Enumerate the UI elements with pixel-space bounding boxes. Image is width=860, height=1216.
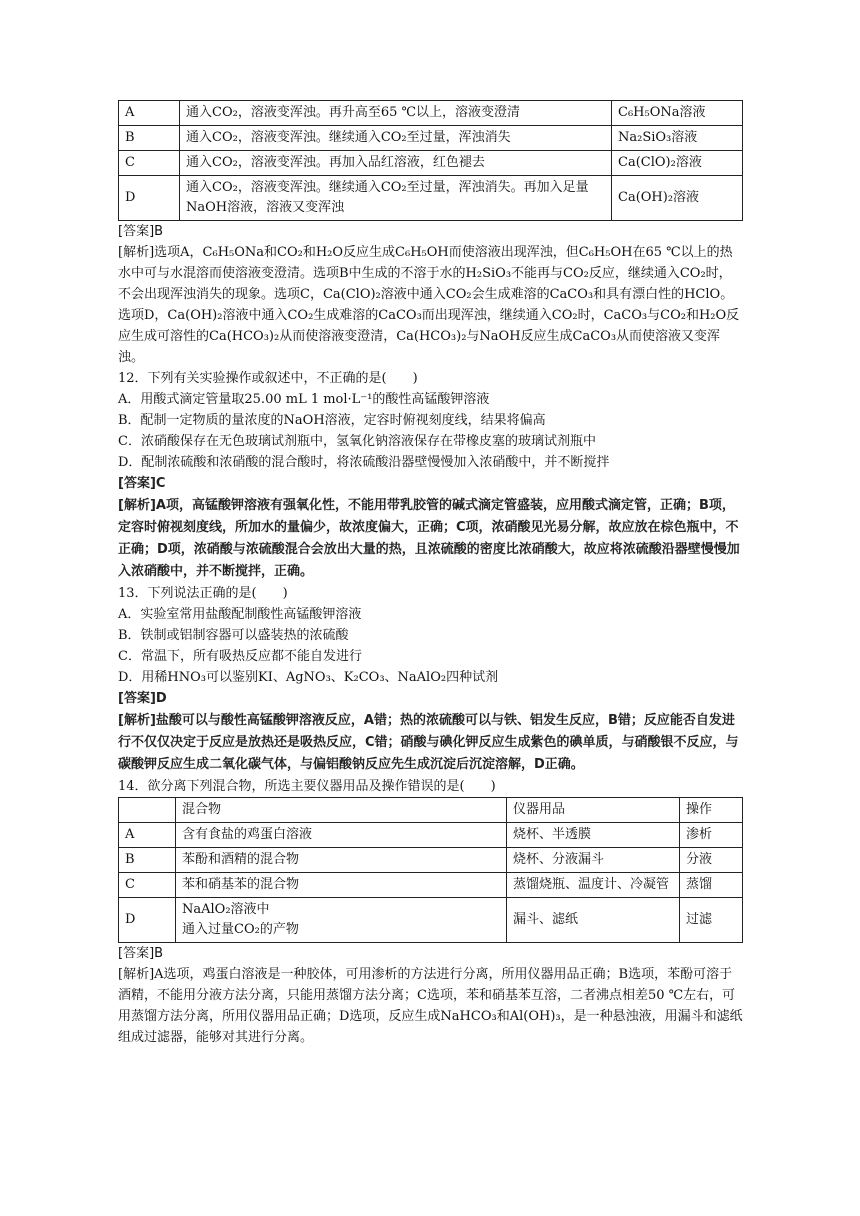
table-header-row <box>119 798 743 823</box>
column-header: 仪器用品 <box>507 798 680 823</box>
q12-option-c: C．浓硝酸保存在无色玻璃试剂瓶中，氢氧化钠溶液保存在带橡皮塞的玻璃试剂瓶中 <box>118 434 596 449</box>
document-page <box>118 100 743 1048</box>
option-solution: Ca(OH)₂溶液 <box>612 176 743 221</box>
option-letter: C <box>119 151 180 176</box>
row-operation: 过滤 <box>680 898 743 943</box>
column-header: 操作 <box>680 798 743 823</box>
column-header <box>119 798 176 823</box>
q12-analysis: [解析]A项，高锰酸钾溶液有强氧化性，不能用带乳胶管的碱式滴定管盛装，应用酸式滴定管，正确；B项，定容时俯视刻度线，所加水的量偏少，故浓度偏大，正确；C项，浓硝酸见光易分解，故应放在棕色瓶中，不正确；D项，浓硝酸与浓硫酸混合会放出大量的热，且浓硫酸的密度比浓硝酸大，故应将浓硫酸沿器壁慢慢加入浓硝酸中，并不断搅拌，正确。 <box>118 498 740 579</box>
q14-table <box>118 797 743 943</box>
q14-analysis: [解析]A选项，鸡蛋白溶液是一种胶体，可用渗析的方法进行分离，所用仪器用品正确；B选项，苯酚可溶于酒精，不能用分液方法分离，只能用蒸馏方法分离；C选项，苯和硝基苯互溶，二者沸点相差50 ℃左右，可用蒸馏方法分离，所用仪器用品正确；D选项，反应生成NaHCO₃和Al(OH)₃，是一种悬浊液，用漏斗和滤纸组成过滤器，能够对其进行分离。 <box>118 967 743 1045</box>
row-mixture: 含有食盐的鸡蛋白溶液 <box>176 823 507 848</box>
q13-answer: [答案]D <box>118 691 167 706</box>
row-tools: 烧杯、半透膜 <box>507 823 680 848</box>
q11-options-table <box>118 100 743 221</box>
q12-stem: 12．下列有关实验操作或叙述中，不正确的是( ) <box>118 371 418 386</box>
column-header: 混合物 <box>176 798 507 823</box>
table-row <box>119 126 743 151</box>
table-row <box>119 823 743 848</box>
q12-option-a: A．用酸式滴定管量取25.00 mL 1 mol·L⁻¹的酸性高锰酸钾溶液 <box>118 392 490 407</box>
option-description: 通入CO₂，溶液变浑浊。继续通入CO₂至过量，浑浊消失 <box>180 126 612 151</box>
row-operation: 渗析 <box>680 823 743 848</box>
table-row <box>119 151 743 176</box>
option-description: 通入CO₂，溶液变浑浊。再升高至65 ℃以上，溶液变澄清 <box>180 101 612 126</box>
row-letter: C <box>119 873 176 898</box>
q13-option-d: D．用稀HNO₃可以鉴别KI、AgNO₃、K₂CO₃、NaAlO₂四种试剂 <box>118 670 499 685</box>
q11-analysis: [解析]选项A，C₆H₅ONa和CO₂和H₂O反应生成C₆H₅OH而使溶液出现浑浊，但C₆H₅OH在65 ℃以上的热水中可与水混溶而使溶液变澄清。选项B中生成的不溶于水的H₂SiO₃不能再与CO₂反应，继续通入CO₂时，不会出现浑浊消失的现象。选项C，Ca(ClO)₂溶液中通入CO₂会生成难溶的CaCO₃和具有漂白性的HClO。选项D，Ca(OH)₂溶液中通入CO₂生成难溶的CaCO₃而出现浑浊，继续通入CO₂时，CaCO₃与CO₂和H₂O反应生成可溶性的Ca(HCO₃)₂从而使溶液变澄清，Ca(HCO₃)₂与NaOH反应生成CaCO₃从而使溶液又变浑浊。 <box>118 245 740 365</box>
q13-option-c: C．常温下，所有吸热反应都不能自发进行 <box>118 649 362 664</box>
row-mixture-line2: 通入过量CO₂的产物 <box>182 922 299 937</box>
row-operation: 分液 <box>680 848 743 873</box>
q13-stem: 13．下列说法正确的是( ) <box>118 586 288 601</box>
option-letter: A <box>119 101 180 126</box>
q11-answer: [答案]B <box>118 224 164 239</box>
q12-option-d: D．配制浓硫酸和浓硝酸的混合酸时，将浓硫酸沿器壁慢慢加入浓硝酸中，并不断搅拌 <box>118 455 610 470</box>
row-mixture <box>176 898 507 943</box>
table-row <box>119 898 743 943</box>
row-operation: 蒸馏 <box>680 873 743 898</box>
q12-option-b: B．配制一定物质的量浓度的NaOH溶液，定容时俯视刻度线，结果将偏高 <box>118 413 546 428</box>
q13-option-b: B．铁制或铝制容器可以盛装热的浓硫酸 <box>118 628 349 643</box>
option-description: 通入CO₂，溶液变浑浊。继续通入CO₂至过量，浑浊消失。再加入足量NaOH溶液，溶液又变浑浊 <box>180 176 612 221</box>
row-mixture: 苯酚和酒精的混合物 <box>176 848 507 873</box>
q13-analysis: [解析]盐酸可以与酸性高锰酸钾溶液反应，A错；热的浓硫酸可以与铁、铝发生反应，B错；反应能否自发进行不仅仅决定于反应是放热还是吸热反应，C错；硝酸与碘化钾反应生成紫色的碘单质，与硝酸银不反应，与碳酸钾反应生成二氧化碳气体，与偏铝酸钠反应先生成沉淀后沉淀溶解，D正确。 <box>118 713 739 772</box>
q14-answer: [答案]B <box>118 946 164 961</box>
option-solution: Ca(ClO)₂溶液 <box>612 151 743 176</box>
q12-answer: [答案]C <box>118 476 166 491</box>
option-letter: D <box>119 176 180 221</box>
q14-stem: 14．欲分离下列混合物，所选主要仪器用品及操作错误的是( ) <box>118 779 496 794</box>
row-tools: 漏斗、滤纸 <box>507 898 680 943</box>
table-row <box>119 848 743 873</box>
option-solution: C₆H₅ONa溶液 <box>612 101 743 126</box>
table-row <box>119 873 743 898</box>
option-solution: Na₂SiO₃溶液 <box>612 126 743 151</box>
q13-option-a: A．实验室常用盐酸配制酸性高锰酸钾溶液 <box>118 607 362 622</box>
row-letter: B <box>119 848 176 873</box>
row-tools: 烧杯、分液漏斗 <box>507 848 680 873</box>
row-mixture: 苯和硝基苯的混合物 <box>176 873 507 898</box>
row-tools: 蒸馏烧瓶、温度计、冷凝管 <box>507 873 680 898</box>
row-letter: D <box>119 898 176 943</box>
option-letter: B <box>119 126 180 151</box>
option-description: 通入CO₂，溶液变浑浊。再加入品红溶液，红色褪去 <box>180 151 612 176</box>
table-row <box>119 176 743 221</box>
table-row <box>119 101 743 126</box>
row-mixture-line1: NaAlO₂溶液中 <box>182 902 270 917</box>
row-letter: A <box>119 823 176 848</box>
